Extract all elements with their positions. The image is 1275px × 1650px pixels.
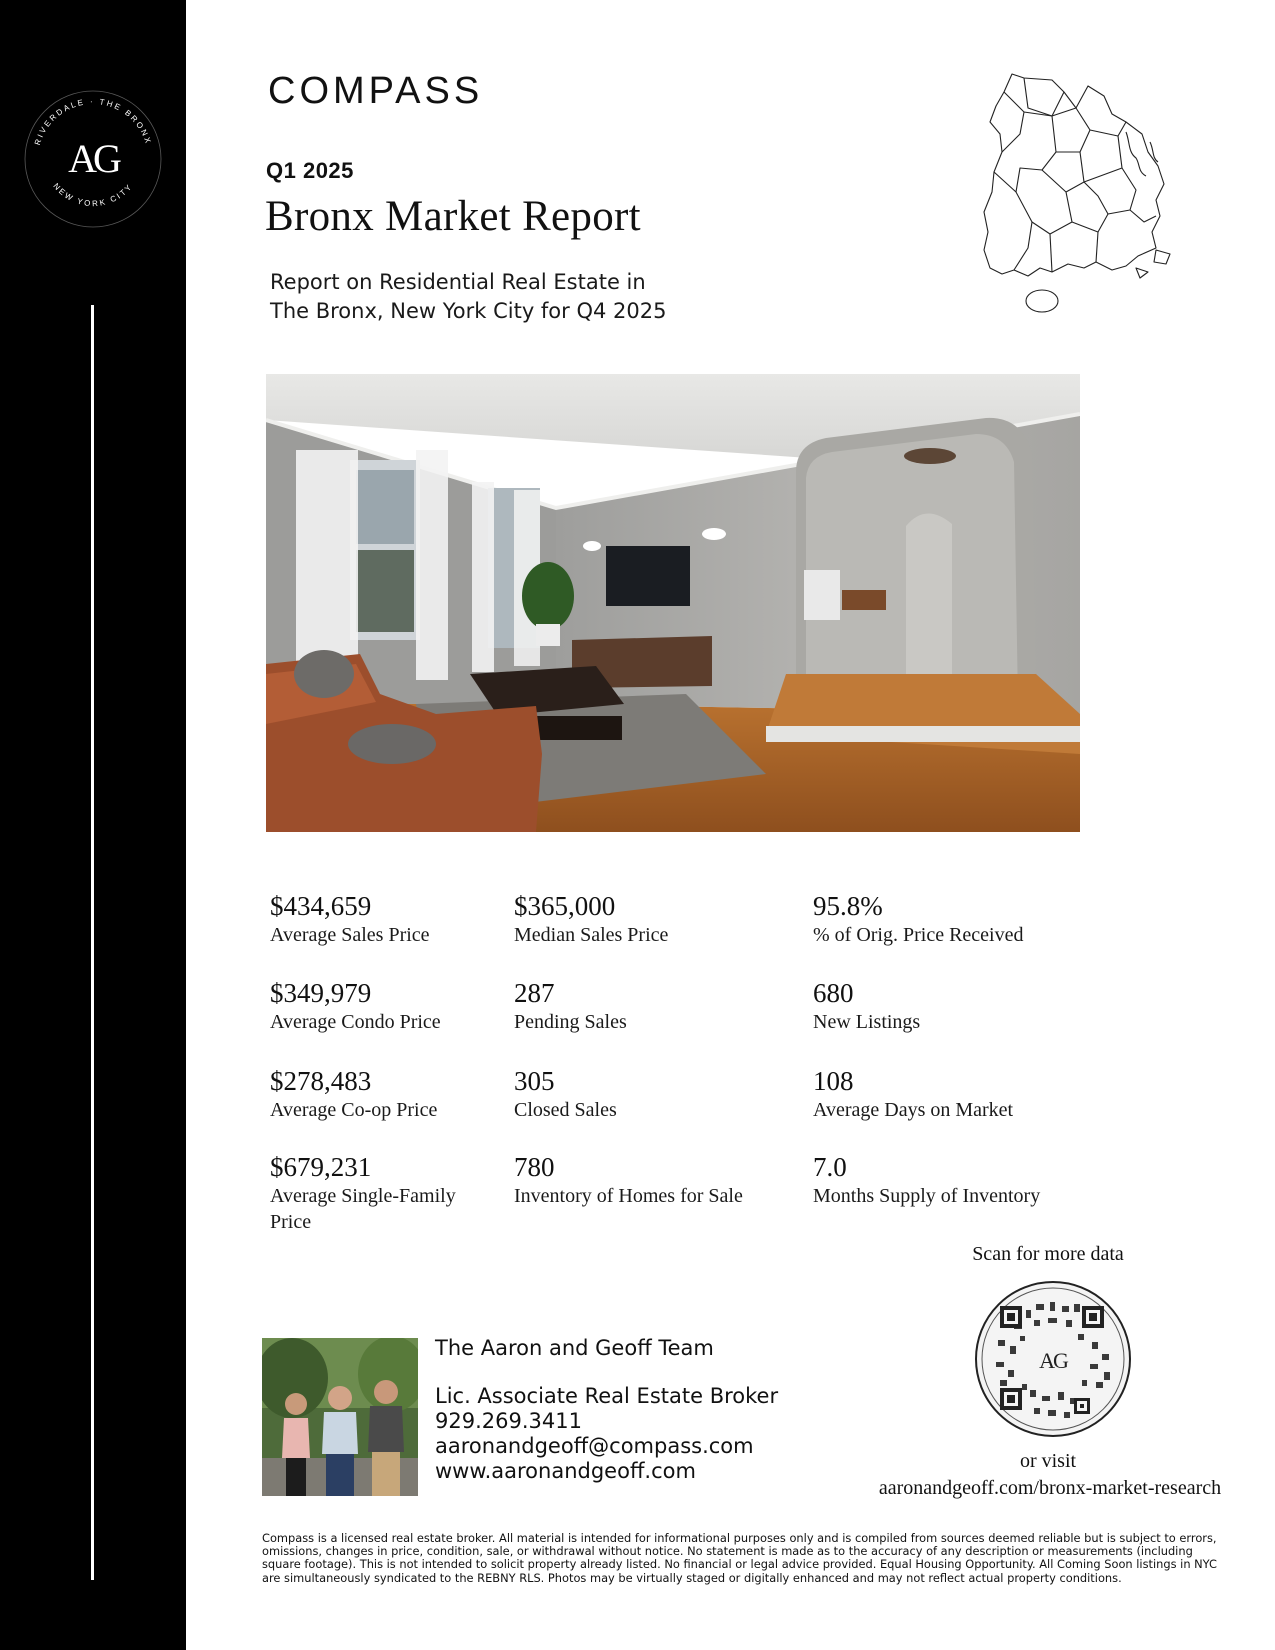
subtitle-line-2: The Bronx, New York City for Q4 2025 — [270, 299, 667, 323]
badge-monogram: AG — [68, 136, 118, 181]
stat-value: $365,000 — [514, 891, 616, 921]
stat-label: Closed Sales — [514, 1099, 617, 1121]
stat-new-listings — [813, 977, 1103, 1035]
stat-average-single-family-price — [270, 1151, 495, 1235]
stat-closed-sales — [514, 1065, 804, 1123]
report-title: Bronx Market Report — [265, 193, 641, 240]
badge-ring-top-text: RIVERDALE · THE BRONX — [32, 96, 154, 147]
stat-label: % of Orig. Price Received — [813, 924, 1024, 946]
stat-value: 7.0 — [813, 1152, 847, 1182]
svg-text:NEW YORK CITY — [51, 182, 134, 209]
stat-value: 780 — [514, 1152, 555, 1182]
badge-ring-bottom-text: NEW YORK CITY — [51, 181, 135, 209]
stat-orig-price-received — [813, 890, 1103, 948]
subtitle-line-1: Report on Residential Real Estate in — [270, 270, 646, 294]
team-photo — [262, 1338, 418, 1496]
report-subtitle — [270, 268, 790, 326]
team-contact-info — [435, 1384, 778, 1484]
stat-label: Average Days on Market — [813, 1099, 1014, 1121]
stat-average-coop-price — [270, 1065, 495, 1123]
or-visit-label: or visit — [1019, 1450, 1077, 1472]
compass-logo — [268, 68, 508, 112]
scan-label: Scan for more data — [972, 1243, 1124, 1265]
stat-value: 95.8% — [813, 891, 883, 921]
stat-value: $434,659 — [270, 891, 372, 921]
stat-average-condo-price — [270, 977, 495, 1035]
team-phone[interactable]: 929.269.3411 — [435, 1409, 582, 1433]
stat-label: New Listings — [813, 1011, 921, 1033]
stat-label: Average Condo Price — [270, 1011, 441, 1033]
stat-label: Average Single-Family Price — [270, 1185, 456, 1233]
report-quarter: Q1 2025 — [266, 158, 354, 183]
stat-value: 305 — [514, 1066, 555, 1096]
stat-average-days-on-market — [813, 1065, 1103, 1123]
stat-inventory-homes-for-sale — [514, 1151, 804, 1209]
team-email[interactable]: aaronandgeoff@compass.com — [435, 1434, 754, 1458]
stat-value: $679,231 — [270, 1152, 372, 1182]
qr-code[interactable] — [974, 1280, 1132, 1438]
brand-wordmark: COMPASS — [268, 70, 484, 112]
stat-value: 287 — [514, 978, 555, 1008]
side-divider-line — [91, 305, 94, 1580]
stat-value: $278,483 — [270, 1066, 372, 1096]
stat-average-sales-price — [270, 890, 495, 948]
stat-median-sales-price — [514, 890, 804, 948]
stat-label: Inventory of Homes for Sale — [514, 1185, 743, 1207]
property-photo — [266, 374, 1080, 832]
stat-label: Average Sales Price — [270, 924, 430, 946]
team-role: Lic. Associate Real Estate Broker — [435, 1384, 779, 1408]
stat-label: Pending Sales — [514, 1011, 627, 1033]
stat-value: $349,979 — [270, 978, 372, 1008]
legal-disclaimer: Compass is a licensed real estate broker. All material is intended for informational purposes only and is compiled from sources deemed reliable but is subject to errors, omissions, changes in price, condition, sale, or withdrawal without notice. No statement is made as to the accuracy of any description or measurements (including square footage). This is not intended to solicit property already listed. No financial or legal advice provided. Equal Housing Opportunity. All Coming Soon listings in NYC are simultaneously syndicated to the REBNY RLS. Photos may be virtually staged or digitally enhanced and may not reflect actual property conditions. — [262, 1531, 1217, 1585]
qr-center-monogram: AG — [1039, 1348, 1067, 1373]
stat-months-supply-inventory — [813, 1151, 1103, 1209]
bronx-map-outline — [980, 72, 1200, 317]
stat-label: Average Co-op Price — [270, 1099, 438, 1121]
research-url-link[interactable]: aaronandgeoff.com/bronx-market-research — [878, 1477, 1222, 1499]
ag-badge-logo — [22, 88, 164, 230]
team-name: The Aaron and Geoff Team — [435, 1336, 714, 1360]
team-website[interactable]: www.aaronandgeoff.com — [435, 1459, 696, 1483]
stat-value: 680 — [813, 978, 854, 1008]
stat-pending-sales — [514, 977, 804, 1035]
stat-label: Months Supply of Inventory — [813, 1185, 1041, 1207]
stat-label: Median Sales Price — [514, 924, 669, 946]
stat-value: 108 — [813, 1066, 854, 1096]
